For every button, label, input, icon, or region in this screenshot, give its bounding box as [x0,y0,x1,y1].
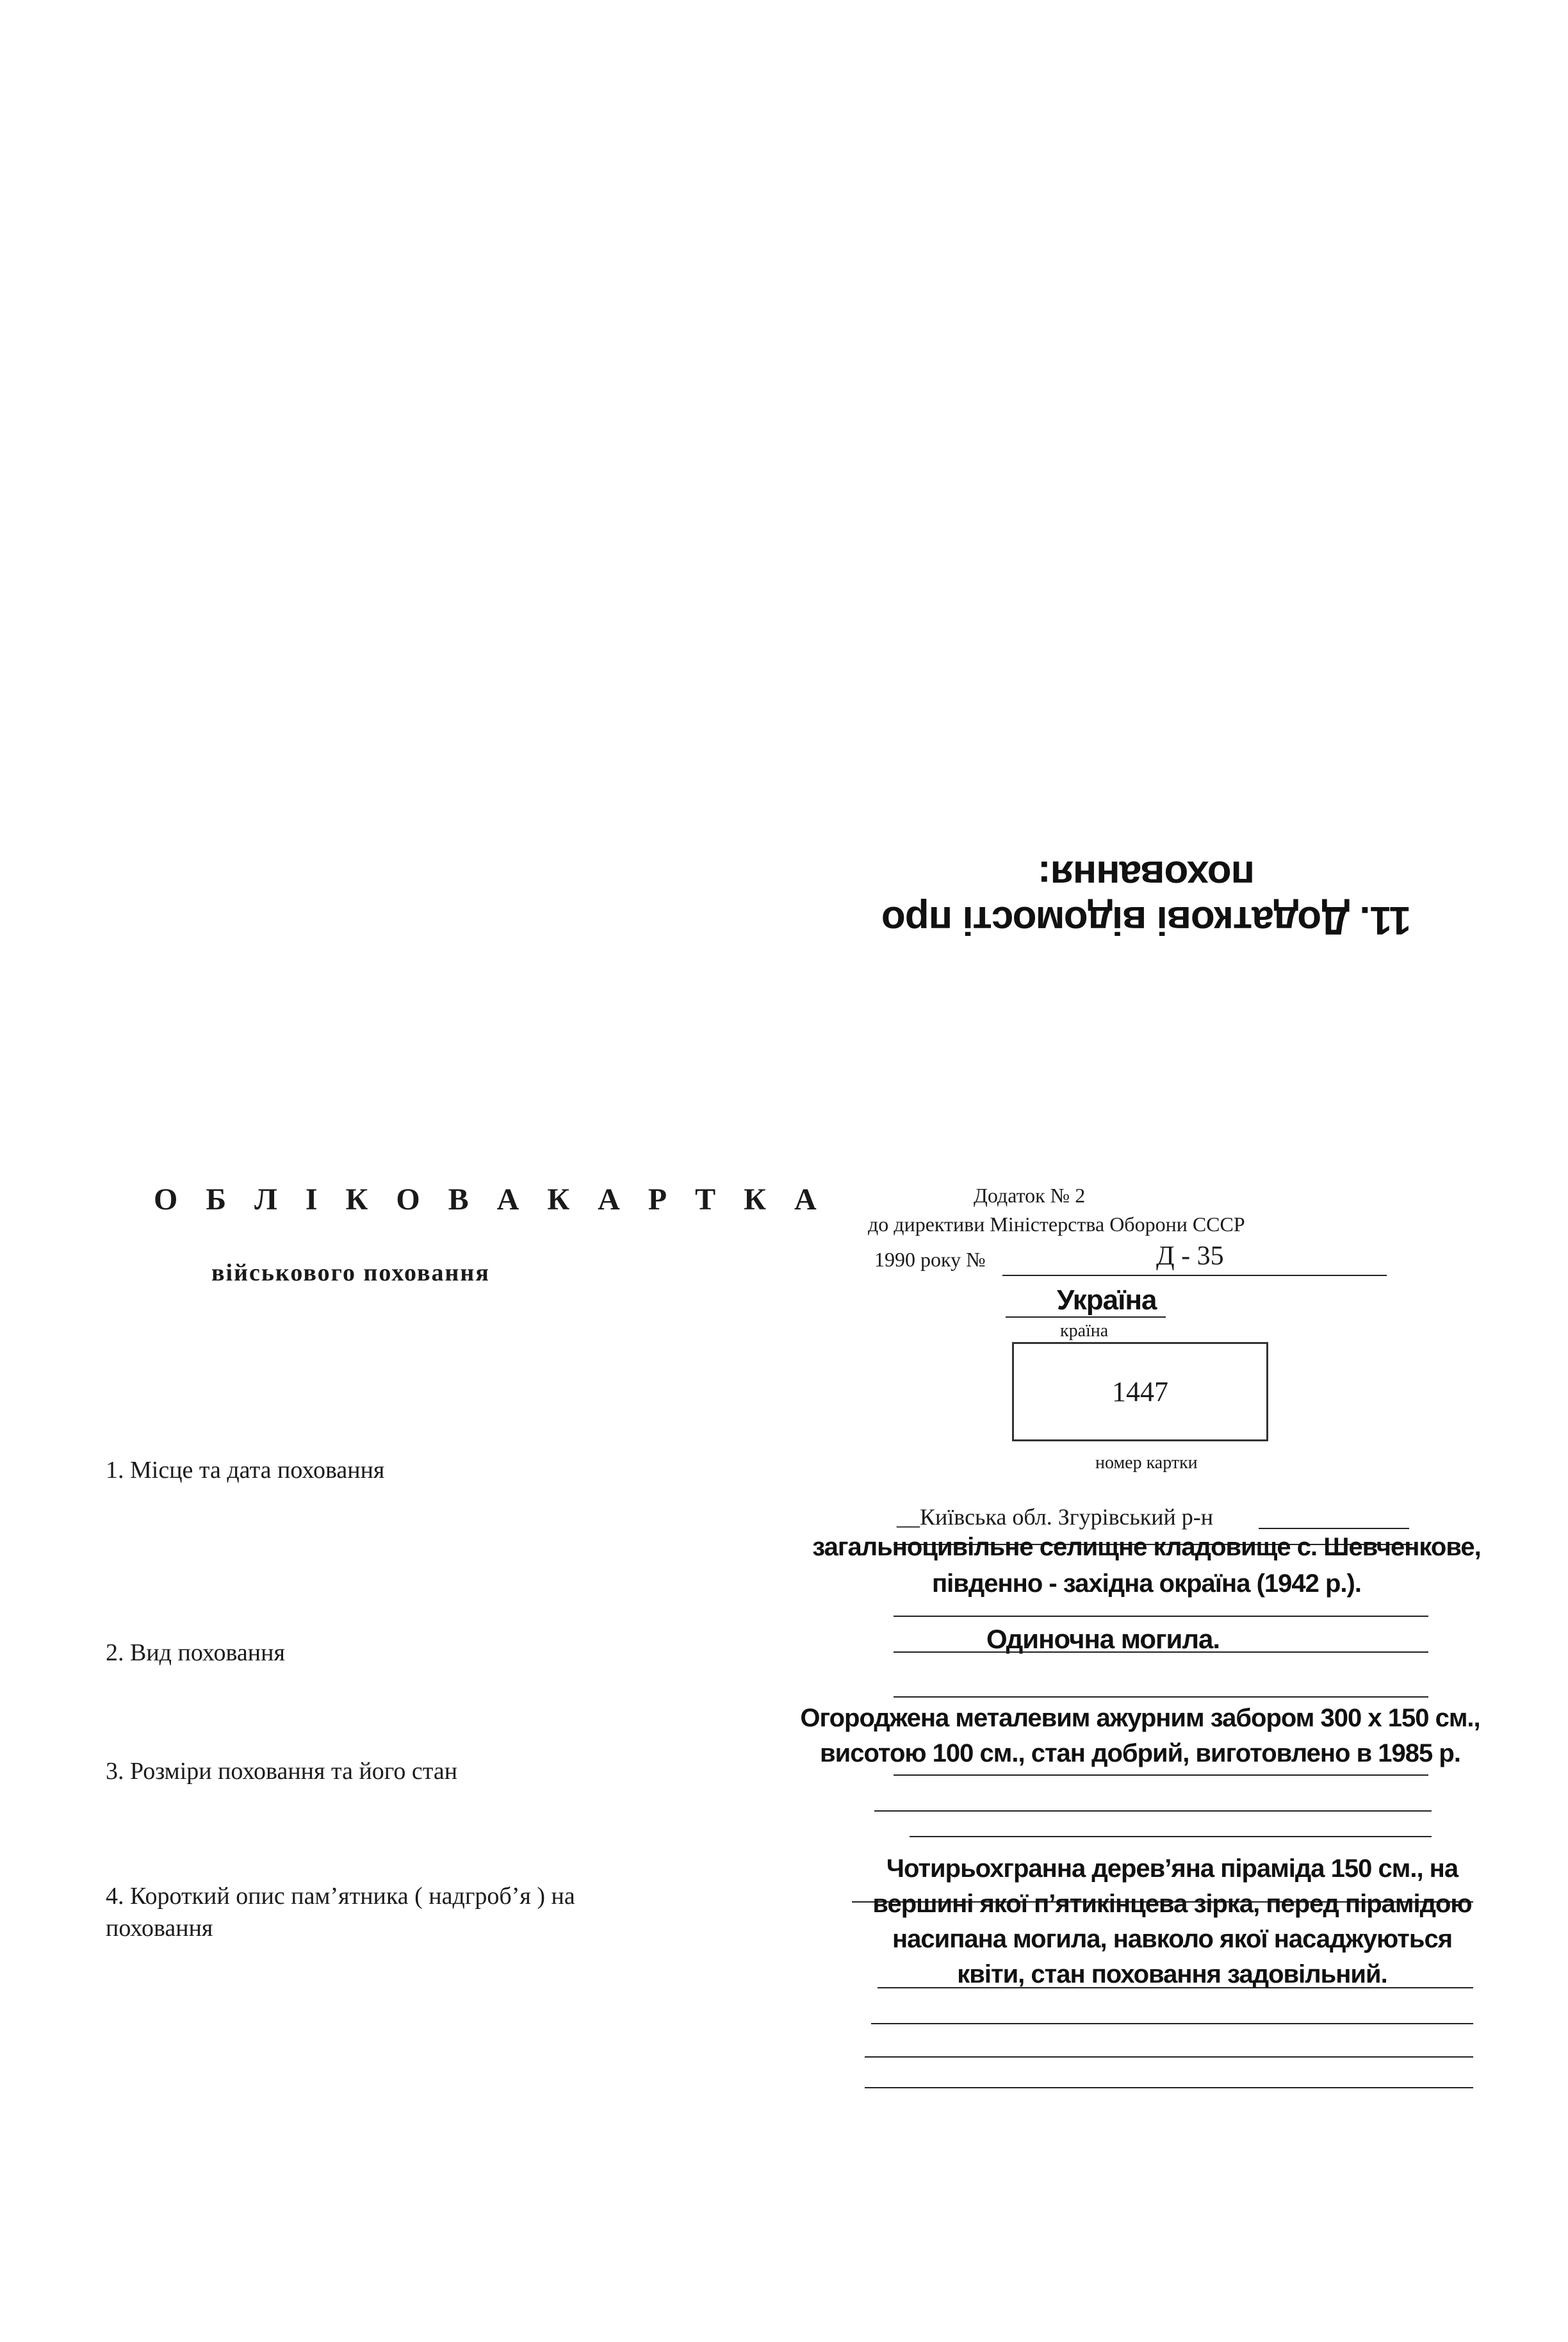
appendix-underline [1002,1275,1387,1276]
form-rule [871,2023,1473,2024]
country-underline [1006,1316,1166,1318]
monument-line-1: Чотирьохгранна дерев’яна піраміда 150 см., на [886,1855,1458,1883]
upside-down-heading: 11. Додаткові відомості про поховання: [881,853,1412,942]
cemetery-line-2: південно - західна окраїна (1942 р.). [932,1569,1361,1598]
card-number-box [1012,1342,1268,1441]
burial-type-value: Одиночна могила. [986,1624,1220,1654]
place-underline [1259,1528,1409,1529]
country-value: Україна [1057,1284,1157,1316]
fence-line-2: висотою 100 см., стан добрий, виготовлено в 1985 р. [820,1739,1460,1767]
form-rule [894,1616,1428,1617]
appendix-year: 1990 року № [874,1248,986,1271]
burial-place: __Київська обл. Згурівський р-н [897,1504,1214,1530]
form-rule [894,1651,1428,1653]
cemetery-line-1: загальноцивільне селищне кладовище с. Шевченкове, [812,1533,1481,1561]
field-label-burial-type: 2. Вид поховання [106,1639,285,1666]
form-rule [865,2087,1473,2088]
field-label-monument: 4. Короткий опис пам’ятника ( надгроб’я ) на поховання [106,1883,575,1942]
country-caption: країна [1060,1321,1109,1341]
appendix-code: Д - 35 [1156,1241,1224,1271]
card-number-caption: номер картки [1095,1453,1198,1473]
form-rule [894,1774,1428,1776]
monument-line-2: вершині якої п’ятикінцева зірка, перед пірамідою [872,1890,1472,1918]
appendix-number: Додаток № 2 [974,1184,1086,1207]
field-label-place-date: 1. Місце та дата поховання [106,1457,385,1484]
appendix-directive: до директиви Міністерства Оборони СССР [868,1213,1245,1236]
card-number: 1447 [1112,1376,1168,1407]
fence-line-1: Огороджена металевим ажурним забором 300 х 150 см., [800,1704,1480,1732]
form-rule [894,1696,1428,1698]
form-rule [865,2056,1473,2058]
monument-line-4: квіти, стан поховання задовільний. [957,1960,1387,1988]
field-label-size-condition: 3. Розміри поховання та його стан [106,1758,458,1785]
form-rule [874,1810,1432,1812]
form-rule [878,1987,1473,1988]
card-subtitle: військового поховання [211,1259,490,1286]
monument-line-3: насипана могила, навколо якої насаджуються [892,1925,1453,1953]
card-title: О Б Л І К О В А К А Р Т К А [154,1183,827,1216]
form-rule [910,1836,1432,1837]
